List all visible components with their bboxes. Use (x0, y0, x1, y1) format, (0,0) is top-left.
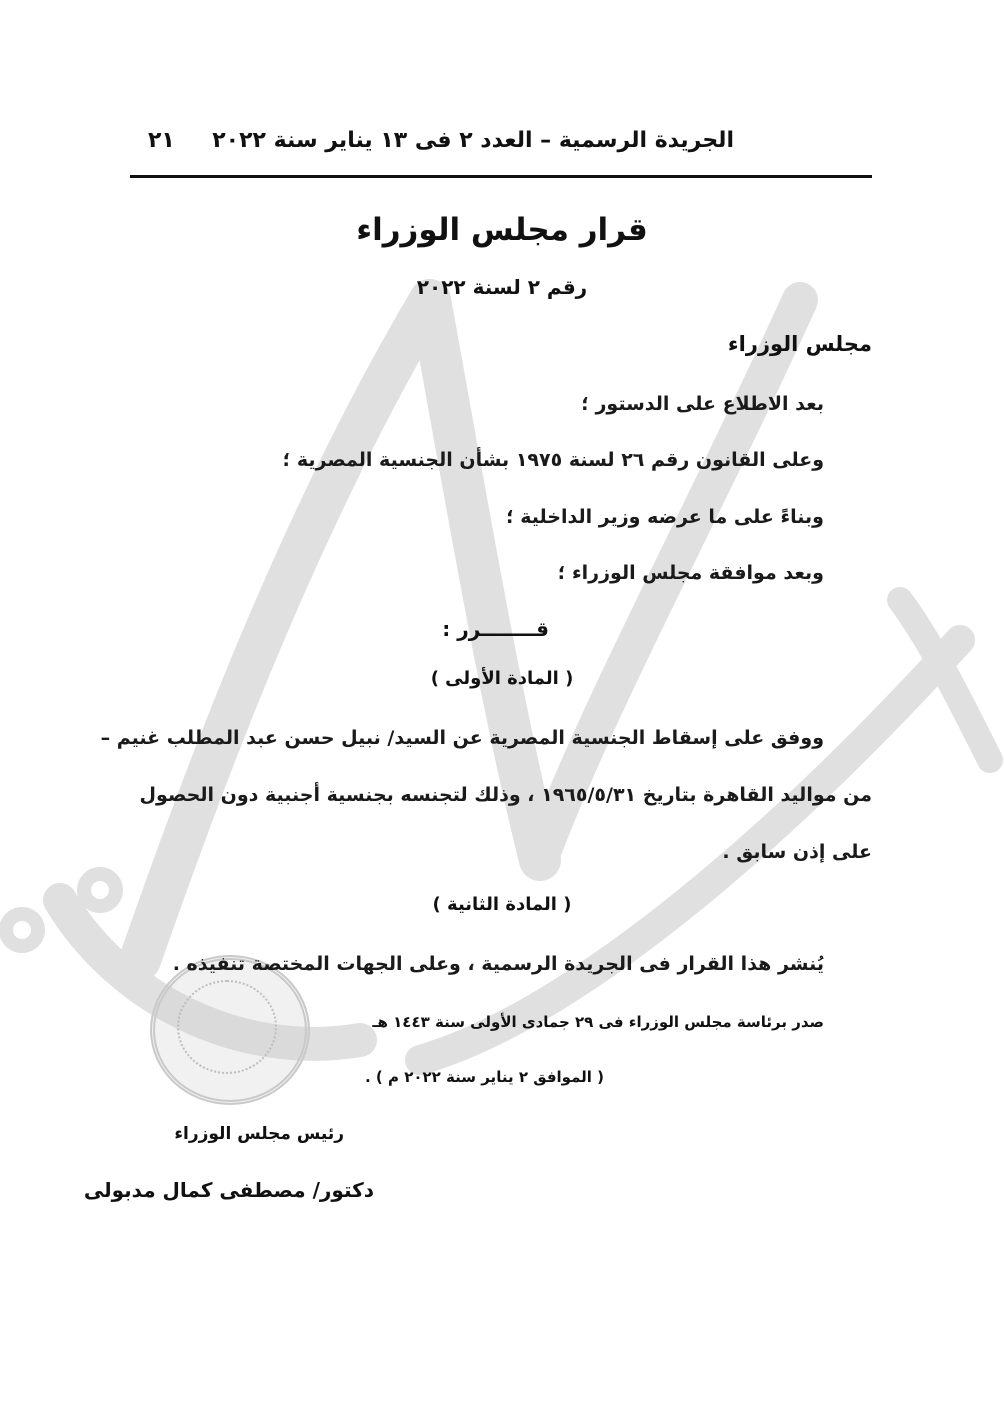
signatory-title: رئيس مجلس الوزراء (174, 1124, 344, 1144)
issuing-authority: مجلس الوزراء (727, 332, 872, 356)
gazette-header: الجريدة الرسمية – العدد ٢ فى ١٣ يناير سنة ٢٠٢٢ (212, 128, 734, 153)
signatory-name: دكتور/ مصطفى كمال مدبولى (83, 1178, 374, 1202)
corresponding-date: ( الموافق ٢ يناير سنة ٢٠٢٢ م ) . (364, 1068, 604, 1086)
preamble-line: وبعد موافقة مجلس الوزراء ؛ (557, 562, 824, 584)
article-1-line: من مواليد القاهرة بتاريخ ١٩٦٥/٥/٣١ ، وذلك لتجنسه بجنسية أجنبية دون الحصول (139, 784, 872, 806)
preamble-line: وبناءً على ما عرضه وزير الداخلية ؛ (506, 506, 824, 528)
page-number: ٢١ (148, 128, 175, 153)
decree-title: قرار مجلس الوزراء (356, 212, 648, 248)
preamble-line: وعلى القانون رقم ٢٦ لسنة ١٩٧٥ بشأن الجنسية المصرية ؛ (282, 449, 824, 471)
issued-date: صدر برئاسة مجلس الوزراء فى ٢٩ جمادى الأولى سنة ١٤٤٣ هـ (372, 1013, 824, 1031)
article-1-heading: ( المادة الأولى ) (430, 668, 574, 689)
decided-heading: قــــــــرر : (442, 617, 549, 641)
preamble-line: بعد الاطلاع على الدستور ؛ (581, 393, 824, 415)
decree-number: رقم ٢ لسنة ٢٠٢٢ (416, 275, 588, 299)
article-1-line: ووفق على إسقاط الجنسية المصرية عن السيد/ نبيل حسن عبد المطلب غنيم – (100, 727, 824, 749)
article-2-heading: ( المادة الثانية ) (432, 894, 572, 915)
article-1-line: على إذن سابق . (722, 841, 872, 863)
article-2-text: يُنشر هذا القرار فى الجريدة الرسمية ، وعلى الجهات المختصة تنفيذه . (172, 953, 824, 975)
header-divider (130, 175, 872, 178)
